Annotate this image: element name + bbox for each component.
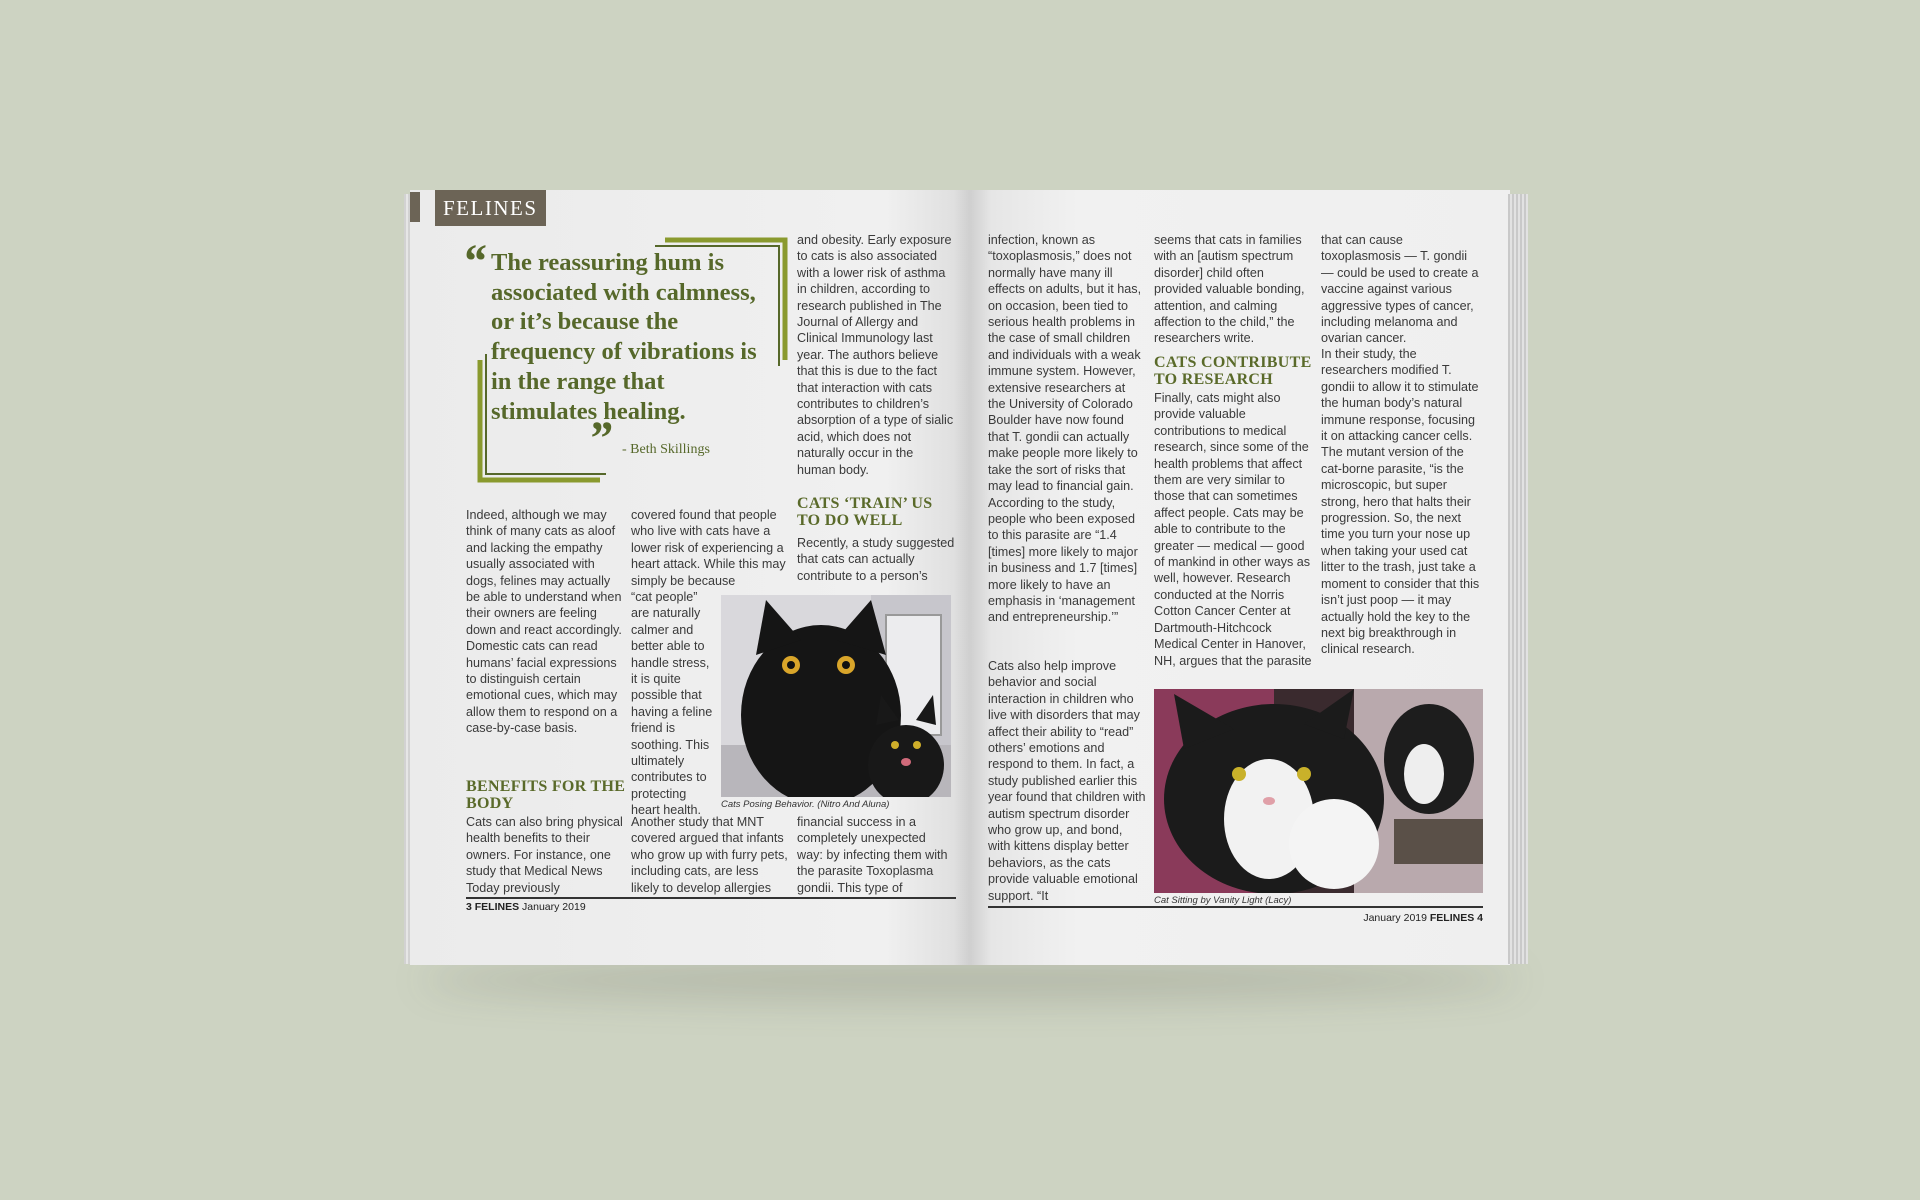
right-col2-top: seems that cats in families with an [autism spectrum disorder] child often provided valuable bonding, attention, and calming affection to the child,” the researchers write.: [1154, 233, 1305, 346]
close-quote-mark: ”: [588, 412, 612, 465]
heading-benefits-for-the-body: BENEFITS FOR THE BODY: [466, 778, 626, 812]
left-footer-rule: [466, 897, 956, 899]
right-col2-research: Finally, cats might also provide valuable contributions to medical research, since some of the health problems that affect them are very similar to those that can sometimes affect people. Cats may be able to contribute to the greater — medical — good of mankind in other ways as well, however. Research conducted at the Norris Cotton Cancer Center at Dartmouth-Hitchcock Medical Center in Hanover, NH, argues that the parasite: [1154, 391, 1312, 668]
right-footer: [1363, 912, 1483, 924]
right-footer-page: FELINES 4: [1429, 912, 1483, 924]
right-col1-top: infection, known as “toxoplasmosis,” does not normally have many ill effects on adults, but it has, on occasion, been tied to serious health problems in the case of small children and individuals with a weak immune system. However, extensive researchers at the University of Colorado Boulder have now found that T. gondii can actually make people more likely to take the sort of risks that may lead to financial gain. According to the study, people who been exposed to this parasite are “1.4 [times] more likely to major in business and 1.7 [times] more likely to have an emphasis in ‘management and entrepreneurship.’”: [988, 233, 1142, 625]
left-footer: [466, 901, 586, 913]
black-cats-image: [721, 595, 951, 797]
right-col3-study: In their study, the researchers modified T. gondii to allow it to stimulate the human body’s natural immune response, focusing it on attacking cancer cells. The mutant version of the cat-borne parasite, “is the microscopic, but super strong, hero that halts their progression. So, the next time you turn your nose up when taking your used cat litter to the trash, just take a moment to consider that this isn’t just poop — it may actually hold the key to the next big breakthrough in clinical research.: [1321, 347, 1480, 657]
tuxedo-cat-image: [1154, 689, 1483, 893]
left-col2-bottom: Another study that MNT covered argued that infants who grow up with furry pets, including cats, are less likely to develop allergies: [631, 815, 788, 895]
left-col3-top: and obesity. Early exposure to cats is also associated with a lower risk of asthma in children, according to research published in The Journal of Allergy and Clinical Immunology last year. The authors believe that this is due to the fact that interaction with cats contributes to children’s absorption of a type of sialic acid, which does not naturally occur in the human body.: [797, 233, 954, 477]
section-tab: FELINES: [435, 190, 546, 226]
photo-caption-tuxedo-cat: Cat Sitting by Vanity Light (Lacy): [1154, 895, 1292, 906]
left-page: [410, 190, 970, 965]
pull-quote-attribution: - Beth Skillings: [622, 442, 710, 457]
photo-tuxedo-cat: [1154, 689, 1483, 893]
magazine-shadow: [420, 960, 1520, 1000]
right-col3-top: that can cause toxoplasmosis — T. gondii — could be used to create a vaccine against various aggressive types of cancer, including melanoma and ovarian cancer.: [1321, 233, 1479, 346]
left-col2-top: covered found that people who live with cats have a lower risk of experiencing a heart attack. While this may simply be because: [631, 508, 786, 588]
left-col2-narrow: “cat people” are naturally calmer and better able to handle stress, it is quite possible that having a feline friend is soothing. This ultimately contributes to protecting heart health.: [631, 590, 713, 818]
left-col1-benefits: Cats can also bring physical health benefits to their owners. For instance, one study that Medical News Today previously: [466, 815, 623, 895]
right-footer-rule: [988, 906, 1483, 908]
left-footer-date: January 2019: [522, 901, 586, 913]
heading-cats-contribute-to-research: CATS CONTRIBUTE TO RESEARCH: [1154, 354, 1312, 388]
open-quote-mark: “: [462, 235, 486, 288]
right-page-edge: [1508, 194, 1528, 964]
photo-black-cats: [721, 595, 951, 797]
left-col3-train: Recently, a study suggested that cats can actually contribute to a person’s: [797, 536, 955, 583]
left-col1-intro: Indeed, although we may think of many cats as aloof and lacking the empathy usually associated with dogs, felines may actually be able to understand when their owners are feeling down and react accordingly. Domestic cats can read humans’ facial expressions to distinguish certain emotional cues, which may allow them to respond on a case-by-case basis.: [466, 508, 622, 736]
left-col3-bottom: financial success in a completely unexpected way: by infecting them with the parasite Toxoplasma gondii. This type of: [797, 815, 948, 895]
right-col1-bottom: Cats also help improve behavior and social interaction in children who live with disorders that may affect their ability to “read” others’ emotions and respond to them. In fact, a study published earlier this year found that children with autism spectrum disorder who grow up, and bond, with kittens display better behaviors, as the cats provide valuable emotional support. “It: [988, 659, 1146, 903]
heading-cats-train-us: CATS ‘TRAIN’ US TO DO WELL: [797, 495, 933, 529]
pull-quote-text: The reassuring hum is associated with calmness, or it’s because the frequency of vibrations is in the range that stimulates healing.: [491, 249, 757, 425]
right-page: [970, 190, 1510, 965]
right-footer-date: January 2019: [1363, 912, 1427, 924]
photo-caption-black-cats: Cats Posing Behavior. (Nitro And Aluna): [721, 799, 890, 810]
left-footer-page: 3 FELINES: [466, 901, 520, 913]
